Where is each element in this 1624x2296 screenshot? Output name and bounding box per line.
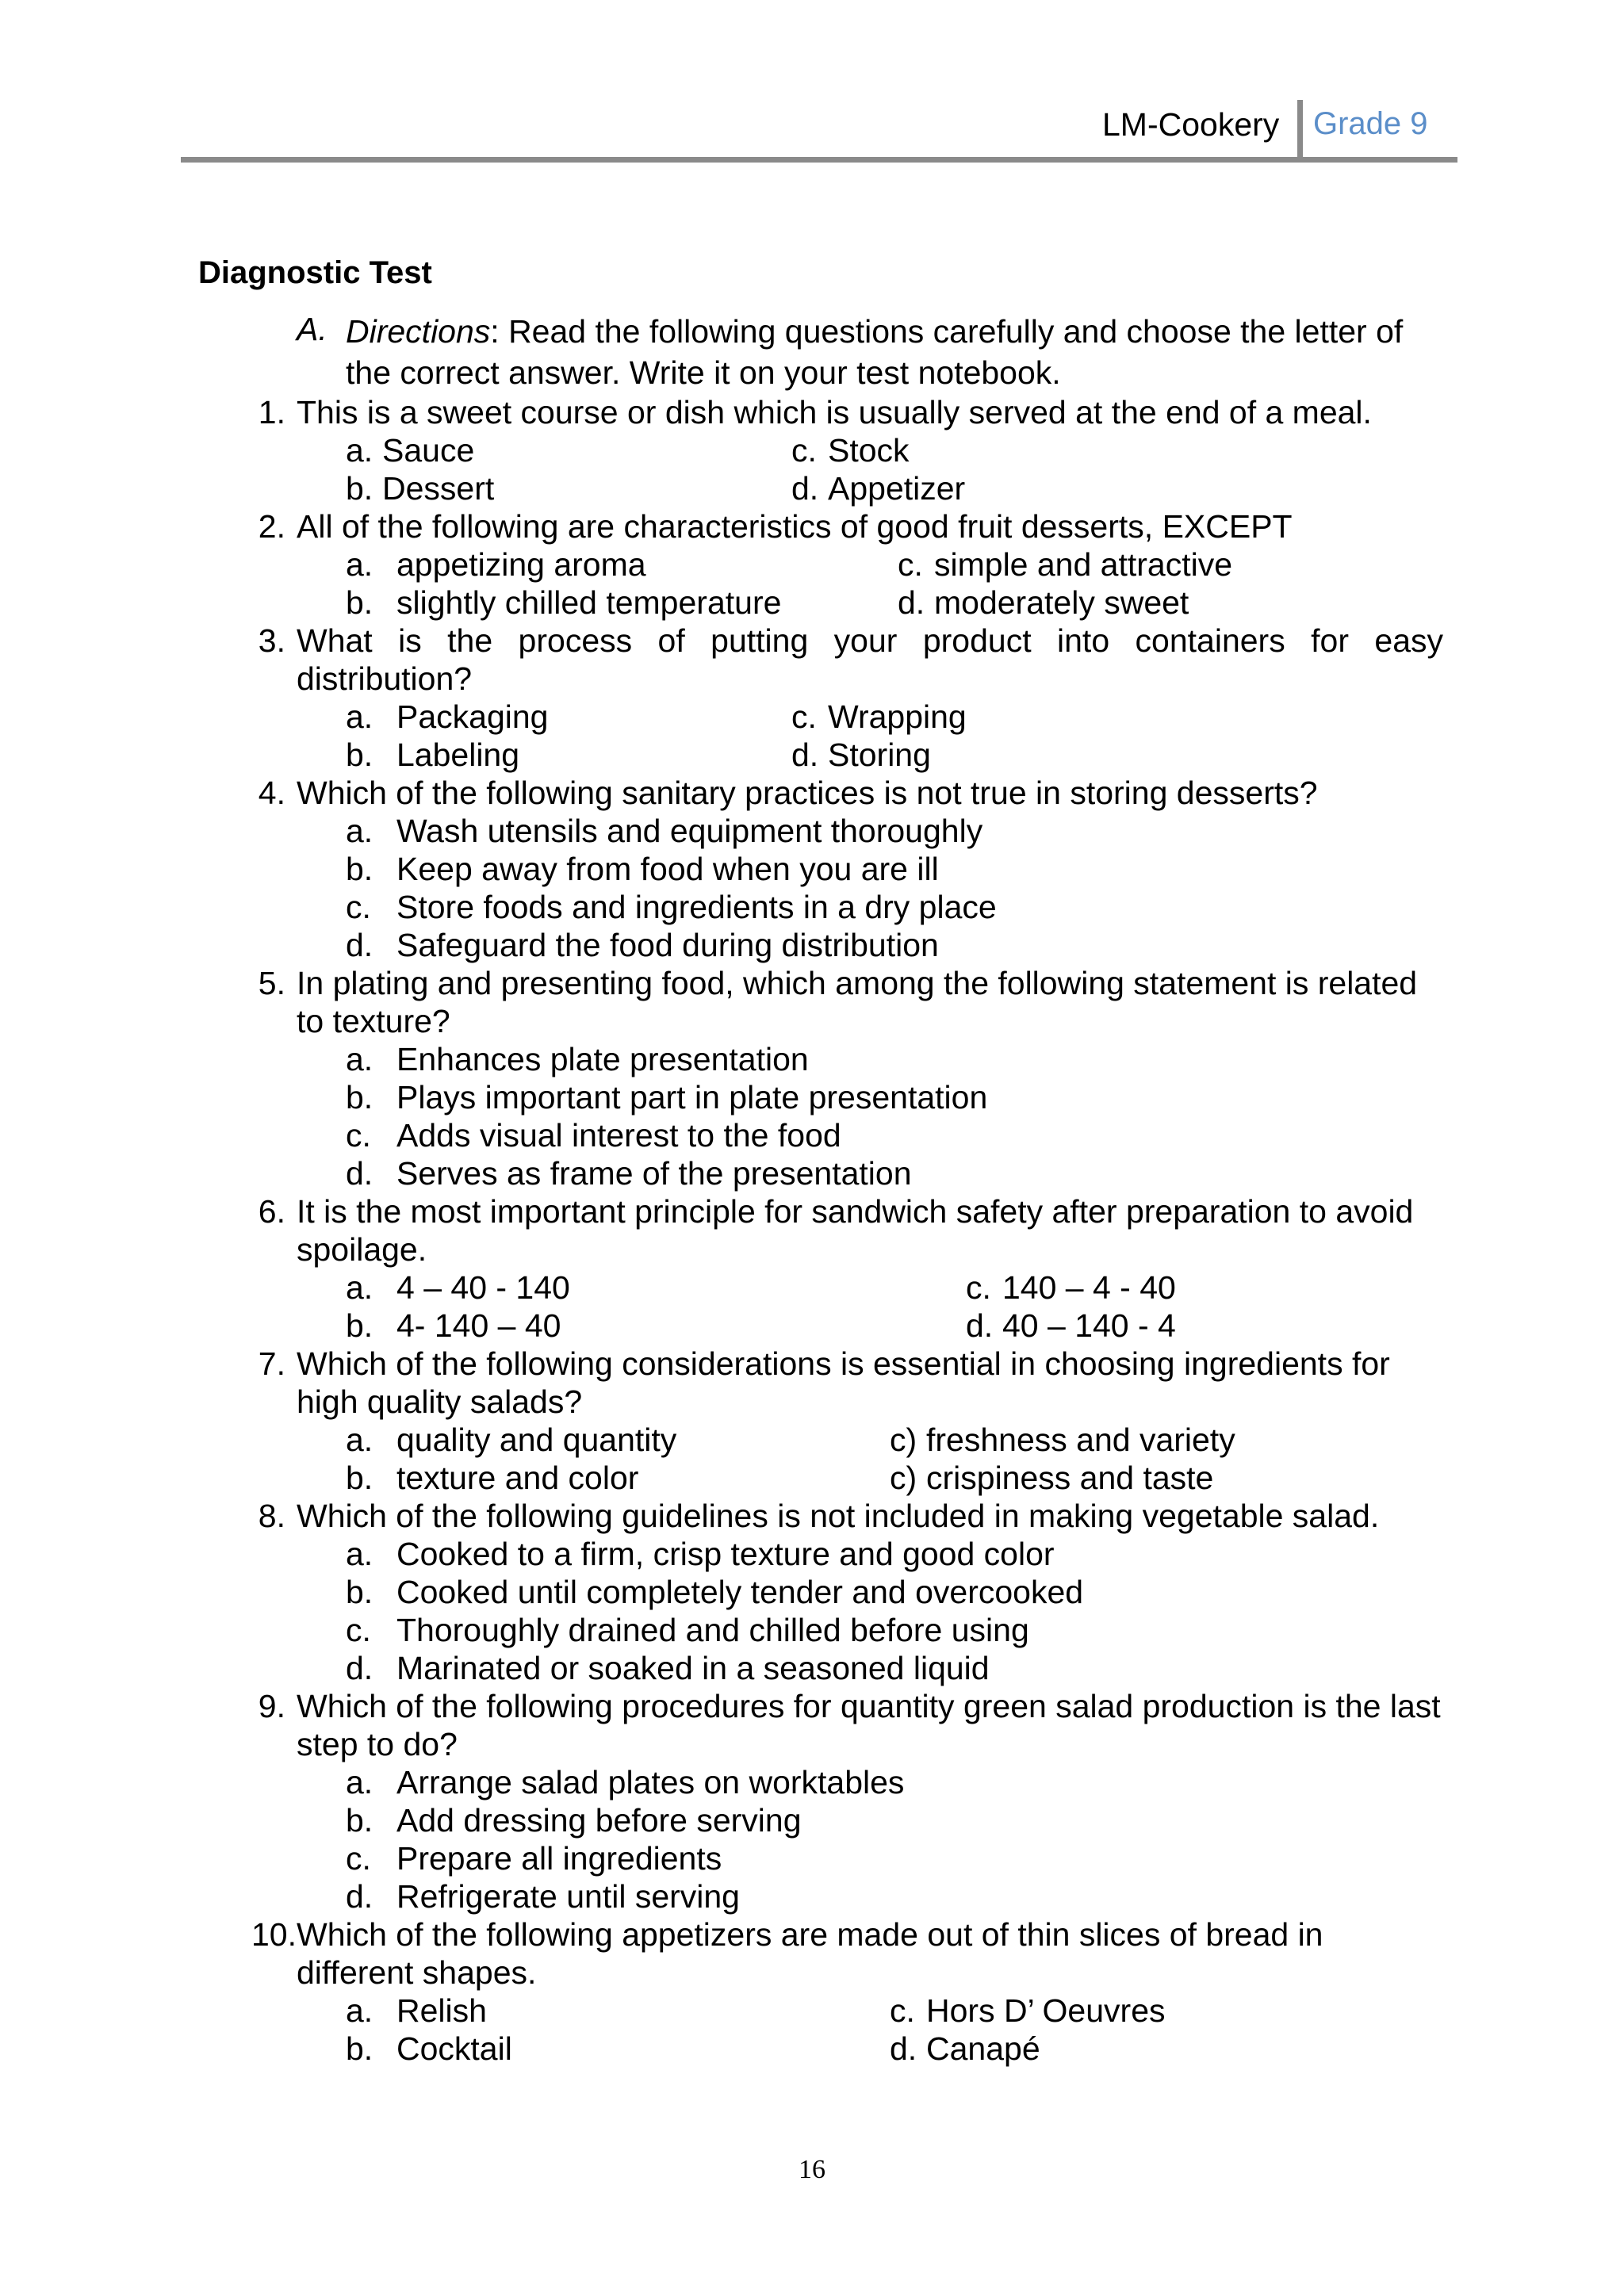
section-heading: Diagnostic Test xyxy=(198,255,432,290)
header-rule xyxy=(181,157,1457,163)
question-text: Which of the following procedures for quantity green salad production is the last step to do? xyxy=(297,1688,1441,1762)
question-text: All of the following are characteristics of good fruit desserts, EXCEPT xyxy=(297,508,1293,545)
question-text: Which of the following appetizers are made out of thin slices of bread in different shapes. xyxy=(297,1916,1323,1991)
question-text: Which of the following considerations is essential in choosing ingredients for high quality salads? xyxy=(297,1345,1390,1420)
question-text: This is a sweet course or dish which is usually served at the end of a meal. xyxy=(297,394,1372,430)
question-text: Which of the following sanitary practices is not true in storing desserts? xyxy=(297,775,1318,811)
question-text: It is the most important principle for sandwich safety after preparation to avoid spoilage. xyxy=(297,1193,1414,1268)
page-number: 16 xyxy=(799,2155,825,2184)
question-number: 2. xyxy=(258,508,285,545)
question-text: Which of the following guidelines is not included in making vegetable salad. xyxy=(297,1498,1380,1534)
directions-label: Directions xyxy=(346,313,491,350)
question-text: In plating and presenting food, which among the following statement is related to texture? xyxy=(297,965,1418,1039)
question-number: 4. xyxy=(258,775,285,811)
directions-text: : Read the following questions carefully and choose the letter of the correct answer. Write it on your test notebook. xyxy=(346,313,1404,391)
question-number: 3. xyxy=(258,622,285,659)
question-number: 5. xyxy=(258,965,285,1001)
question-text: What is the process of putting your product into containers for easy distribution? xyxy=(297,622,1443,697)
directions xyxy=(346,311,1443,393)
question-number: 6. xyxy=(258,1193,285,1230)
question-number: 10. xyxy=(251,1916,297,1953)
question-number: 7. xyxy=(258,1345,285,1382)
question-number: 8. xyxy=(258,1498,285,1534)
header-grade: Grade 9 xyxy=(1313,106,1428,141)
header-course: LM-Cookery xyxy=(1102,106,1280,143)
directions-marker: A. xyxy=(297,311,327,347)
header-divider xyxy=(1297,100,1303,162)
question-number: 9. xyxy=(258,1688,285,1724)
question-number: 1. xyxy=(258,394,285,430)
